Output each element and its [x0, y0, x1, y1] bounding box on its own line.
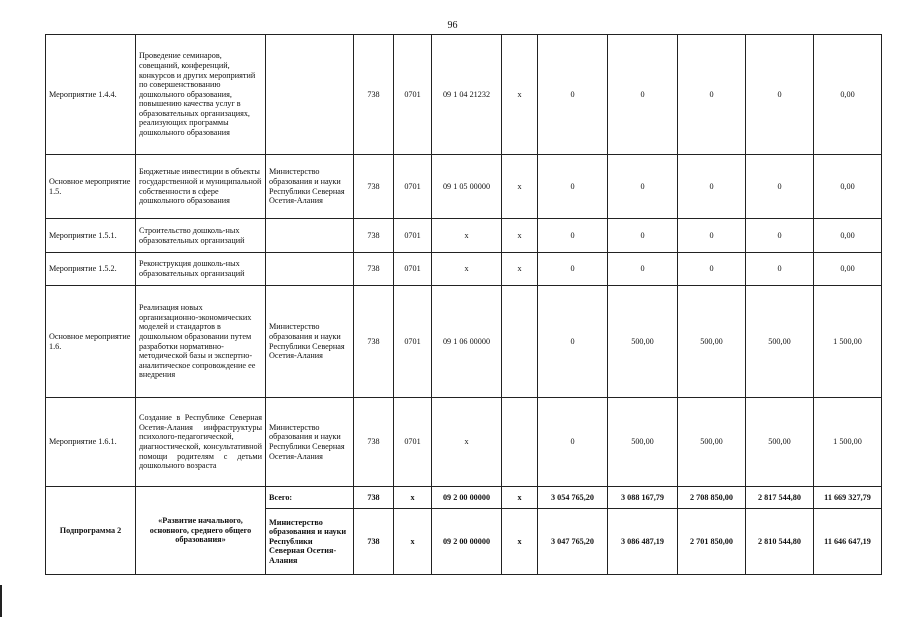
row-year-2: 0: [608, 155, 678, 219]
total-csr: 09 2 00 00000: [432, 487, 502, 509]
subprogram-name: Подпрограмма 2: [46, 487, 136, 575]
row-grbs: 738: [354, 155, 394, 219]
total-year-3: 2 708 850,00: [678, 487, 746, 509]
row-vr: x: [502, 35, 538, 155]
row-grbs: 738: [354, 398, 394, 487]
row-year-2: 0: [608, 219, 678, 253]
row-description: Строительство дошколь-ных образовательных организаций: [136, 219, 266, 253]
table-row: [46, 219, 882, 253]
row-rzpr: 0701: [394, 155, 432, 219]
total-rzpr: x: [394, 487, 432, 509]
table-row: [46, 286, 882, 398]
row-csr: 09 1 05 00000: [432, 155, 502, 219]
total-sum: 11 669 327,79: [814, 487, 882, 509]
total-vr: x: [502, 487, 538, 509]
row-year-1: 0: [538, 398, 608, 487]
row-name: Мероприятие 1.4.4.: [46, 35, 136, 155]
row-csr: 09 1 04 21232: [432, 35, 502, 155]
row-vr: x: [502, 253, 538, 286]
row-year-2: 500,00: [608, 398, 678, 487]
ministry-year-2: 3 086 487,19: [608, 509, 678, 575]
row-csr: 09 1 06 00000: [432, 286, 502, 398]
row-description: Реконструкция дошколь-ных образовательных организаций: [136, 253, 266, 286]
table-row: [46, 398, 882, 487]
row-rzpr: 0701: [394, 219, 432, 253]
row-year-3: 500,00: [678, 398, 746, 487]
table-row: [46, 253, 882, 286]
row-rzpr: 0701: [394, 286, 432, 398]
ministry-csr: 09 2 00 00000: [432, 509, 502, 575]
row-total: 0,00: [814, 253, 882, 286]
row-year-4: 0: [746, 35, 814, 155]
subprogram-description: «Развитие начального, основного, среднего общего образования»: [136, 487, 266, 575]
ministry-rzpr: x: [394, 509, 432, 575]
row-csr: x: [432, 398, 502, 487]
row-year-1: 0: [538, 219, 608, 253]
row-vr: [502, 286, 538, 398]
row-total: 1 500,00: [814, 398, 882, 487]
row-rzpr: 0701: [394, 253, 432, 286]
margin-mark: [0, 585, 2, 617]
row-total: 0,00: [814, 155, 882, 219]
row-vr: [502, 398, 538, 487]
row-executor: Министерство образования и науки Республики Северная Осетия-Алания: [266, 155, 354, 219]
row-executor: Министерство образования и науки Республики Северная Осетия-Алания: [266, 398, 354, 487]
budget-table: [45, 34, 882, 575]
subprogram-total-row: [46, 487, 882, 509]
table-row: [46, 35, 882, 155]
row-grbs: 738: [354, 35, 394, 155]
row-year-3: 0: [678, 253, 746, 286]
ministry-year-4: 2 810 544,80: [746, 509, 814, 575]
row-year-4: 0: [746, 253, 814, 286]
row-grbs: 738: [354, 219, 394, 253]
row-executor: [266, 35, 354, 155]
row-name: Мероприятие 1.5.2.: [46, 253, 136, 286]
row-year-2: 0: [608, 35, 678, 155]
row-csr: x: [432, 219, 502, 253]
row-year-1: 0: [538, 286, 608, 398]
row-year-3: 0: [678, 155, 746, 219]
row-total: 0,00: [814, 35, 882, 155]
ministry-vr: x: [502, 509, 538, 575]
row-total: 0,00: [814, 219, 882, 253]
row-description: Создание в Республике Северная Осетия-Алания инфраструктуры психолого-педагогической, диагностической, консультативной помощи родителям с детьми дошкольного возраста: [136, 398, 266, 487]
row-description: Реализация новых организационно-экономических моделей и стандартов в дошкольном образовании путем разработки нормативно-методической базы и экспертно-аналитическое сопровождение ее внедрения: [136, 286, 266, 398]
row-executor: [266, 253, 354, 286]
row-total: 1 500,00: [814, 286, 882, 398]
page-number: 96: [447, 20, 458, 31]
row-executor: [266, 219, 354, 253]
ministry-grbs: 738: [354, 509, 394, 575]
row-year-3: 0: [678, 219, 746, 253]
row-year-4: 0: [746, 219, 814, 253]
row-year-4: 500,00: [746, 398, 814, 487]
row-name: Основное мероприятие 1.6.: [46, 286, 136, 398]
row-year-2: 0: [608, 253, 678, 286]
table-row: [46, 155, 882, 219]
total-label: Всего:: [266, 487, 354, 509]
ministry-year-3: 2 701 850,00: [678, 509, 746, 575]
row-csr: x: [432, 253, 502, 286]
total-grbs: 738: [354, 487, 394, 509]
row-year-3: 500,00: [678, 286, 746, 398]
row-rzpr: 0701: [394, 398, 432, 487]
total-year-2: 3 088 167,79: [608, 487, 678, 509]
total-year-1: 3 054 765,20: [538, 487, 608, 509]
row-rzpr: 0701: [394, 35, 432, 155]
total-year-4: 2 817 544,80: [746, 487, 814, 509]
row-year-2: 500,00: [608, 286, 678, 398]
ministry-label: Министерство образования и науки Республики Северная Осетия-Алания: [266, 509, 354, 575]
row-name: Мероприятие 1.6.1.: [46, 398, 136, 487]
ministry-sum: 11 646 647,19: [814, 509, 882, 575]
row-name: Основное мероприятие 1.5.: [46, 155, 136, 219]
row-year-4: 500,00: [746, 286, 814, 398]
row-grbs: 738: [354, 286, 394, 398]
row-grbs: 738: [354, 253, 394, 286]
row-year-1: 0: [538, 253, 608, 286]
row-year-4: 0: [746, 155, 814, 219]
row-year-1: 0: [538, 155, 608, 219]
row-description: Бюджетные инвестиции в объекты государственной и муниципальной собственности в сфере дошкольного образования: [136, 155, 266, 219]
row-executor: Министерство образования и науки Республики Северная Осетия-Алания: [266, 286, 354, 398]
row-vr: x: [502, 155, 538, 219]
row-year-1: 0: [538, 35, 608, 155]
row-description: Проведение семинаров, совещаний, конференций, конкурсов и других мероприятий по совершенствованию дошкольного образования, повышению качества услуг в образовательных организациях, реализующих программы дошкольного образования: [136, 35, 266, 155]
row-name: Мероприятие 1.5.1.: [46, 219, 136, 253]
ministry-year-1: 3 047 765,20: [538, 509, 608, 575]
row-vr: x: [502, 219, 538, 253]
row-year-3: 0: [678, 35, 746, 155]
